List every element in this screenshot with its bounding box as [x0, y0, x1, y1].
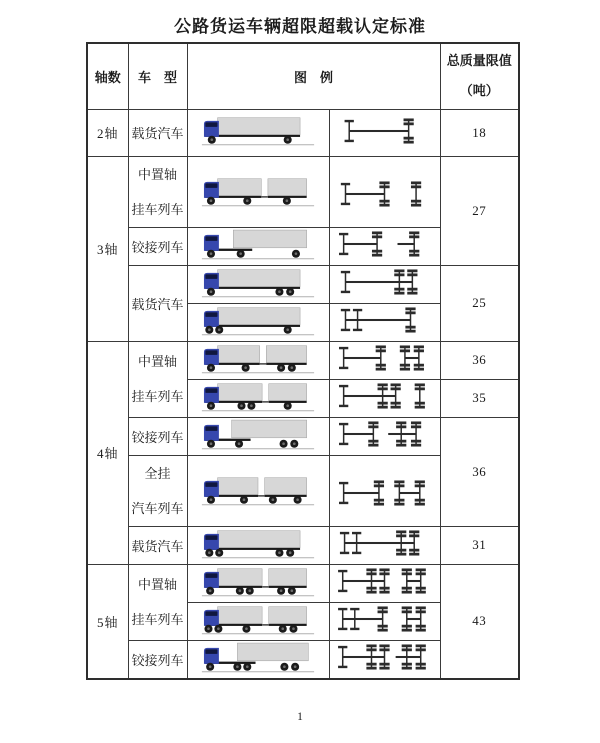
diagram-cell	[329, 417, 440, 455]
truck-cell	[187, 265, 329, 303]
value-cell: 35	[440, 379, 519, 417]
vehicle-type-cell: 铰接列车	[128, 227, 187, 265]
value-cell: 36	[440, 341, 519, 379]
truck-icon	[200, 641, 316, 674]
vehicle-type-cell	[128, 455, 187, 526]
header-vehicle-type: 车 型	[128, 43, 187, 109]
truck-icon	[200, 228, 316, 261]
vehicle-type-line1: 中置轴	[137, 166, 177, 182]
truck-icon	[200, 304, 316, 337]
axle-diagram-icon	[338, 269, 431, 295]
diagram-cell	[329, 341, 440, 379]
value-cell: 43	[440, 564, 519, 679]
vehicle-type-cell: 载货汽车	[128, 109, 187, 156]
truck-icon	[200, 175, 316, 208]
truck-cell	[187, 379, 329, 417]
vehicle-type-line1: 中置轴	[137, 354, 177, 369]
truck-cell	[187, 341, 329, 379]
header-axle-count: 轴数	[87, 43, 128, 109]
truck-icon	[200, 565, 316, 598]
axle-diagram-icon	[338, 231, 431, 257]
diagram-cell	[329, 227, 440, 265]
truck-cell	[187, 156, 329, 227]
vehicle-type-line1: 中置轴	[137, 577, 177, 592]
axle-diagram-icon	[338, 421, 431, 447]
truck-icon	[200, 114, 316, 147]
value-cell: 31	[440, 526, 519, 564]
truck-cell	[187, 640, 329, 679]
page-title: 公路货运车辆超限超载认定标准	[174, 17, 426, 36]
header-mass-limit-line2: （吨）	[459, 83, 499, 99]
value-cell: 18	[440, 109, 519, 156]
vehicle-type-line2: 汽车列车	[131, 500, 184, 516]
vehicle-type-cell: 载货汽车	[128, 526, 187, 564]
header-mass-limit-line1: 总质量限值	[446, 53, 512, 69]
truck-icon	[200, 418, 316, 451]
axle-diagram-icon	[338, 118, 431, 144]
vehicle-type-line2: 挂车列车	[131, 389, 184, 404]
axle-count-cell: 5轴	[87, 564, 128, 679]
axle-diagram-icon	[338, 345, 431, 371]
standards-table	[86, 42, 520, 680]
vehicle-type-line2: 挂车列车	[131, 612, 184, 627]
vehicle-type-line1: 全挂	[144, 465, 171, 481]
axle-diagram-icon	[338, 568, 431, 594]
truck-icon	[200, 474, 316, 507]
diagram-cell	[329, 564, 440, 602]
diagram-cell	[329, 109, 440, 156]
axle-count-cell: 2轴	[87, 109, 128, 156]
axle-diagram-icon	[338, 644, 431, 670]
truck-cell	[187, 227, 329, 265]
axle-diagram-icon	[338, 181, 431, 207]
page-number: 1	[297, 711, 303, 723]
truck-cell	[187, 602, 329, 640]
header-mass-limit	[440, 43, 519, 109]
value-cell: 27	[440, 156, 519, 265]
truck-icon	[200, 603, 316, 636]
header-illustration: 图 例	[187, 43, 440, 109]
vehicle-type-line2: 挂车列车	[131, 201, 184, 217]
truck-cell	[187, 564, 329, 602]
diagram-cell	[329, 526, 440, 564]
axle-count-cell: 4轴	[87, 341, 128, 564]
diagram-cell	[329, 265, 440, 303]
vehicle-type-cell: 铰接列车	[128, 417, 187, 455]
axle-diagram-icon	[338, 606, 431, 632]
truck-cell	[187, 417, 329, 455]
axle-diagram-icon	[338, 480, 431, 506]
diagram-cell	[329, 640, 440, 679]
value-cell: 36	[440, 417, 519, 526]
axle-diagram-icon	[338, 307, 431, 333]
diagram-cell	[329, 156, 440, 227]
truck-icon	[200, 380, 316, 413]
vehicle-type-cell: 载货汽车	[128, 265, 187, 341]
truck-cell	[187, 455, 329, 526]
axle-count-cell: 3轴	[87, 156, 128, 341]
vehicle-type-cell	[128, 564, 187, 640]
truck-icon	[200, 527, 316, 560]
vehicle-type-cell	[128, 156, 187, 227]
truck-cell	[187, 526, 329, 564]
truck-cell	[187, 109, 329, 156]
axle-diagram-icon	[338, 530, 431, 556]
vehicle-type-cell: 铰接列车	[128, 640, 187, 679]
diagram-cell	[329, 602, 440, 640]
diagram-cell	[329, 455, 440, 526]
value-cell: 25	[440, 265, 519, 341]
truck-icon	[200, 266, 316, 299]
truck-cell	[187, 303, 329, 341]
truck-icon	[200, 342, 316, 375]
vehicle-type-cell	[128, 341, 187, 417]
axle-diagram-icon	[338, 383, 431, 409]
diagram-cell	[329, 379, 440, 417]
diagram-cell	[329, 303, 440, 341]
